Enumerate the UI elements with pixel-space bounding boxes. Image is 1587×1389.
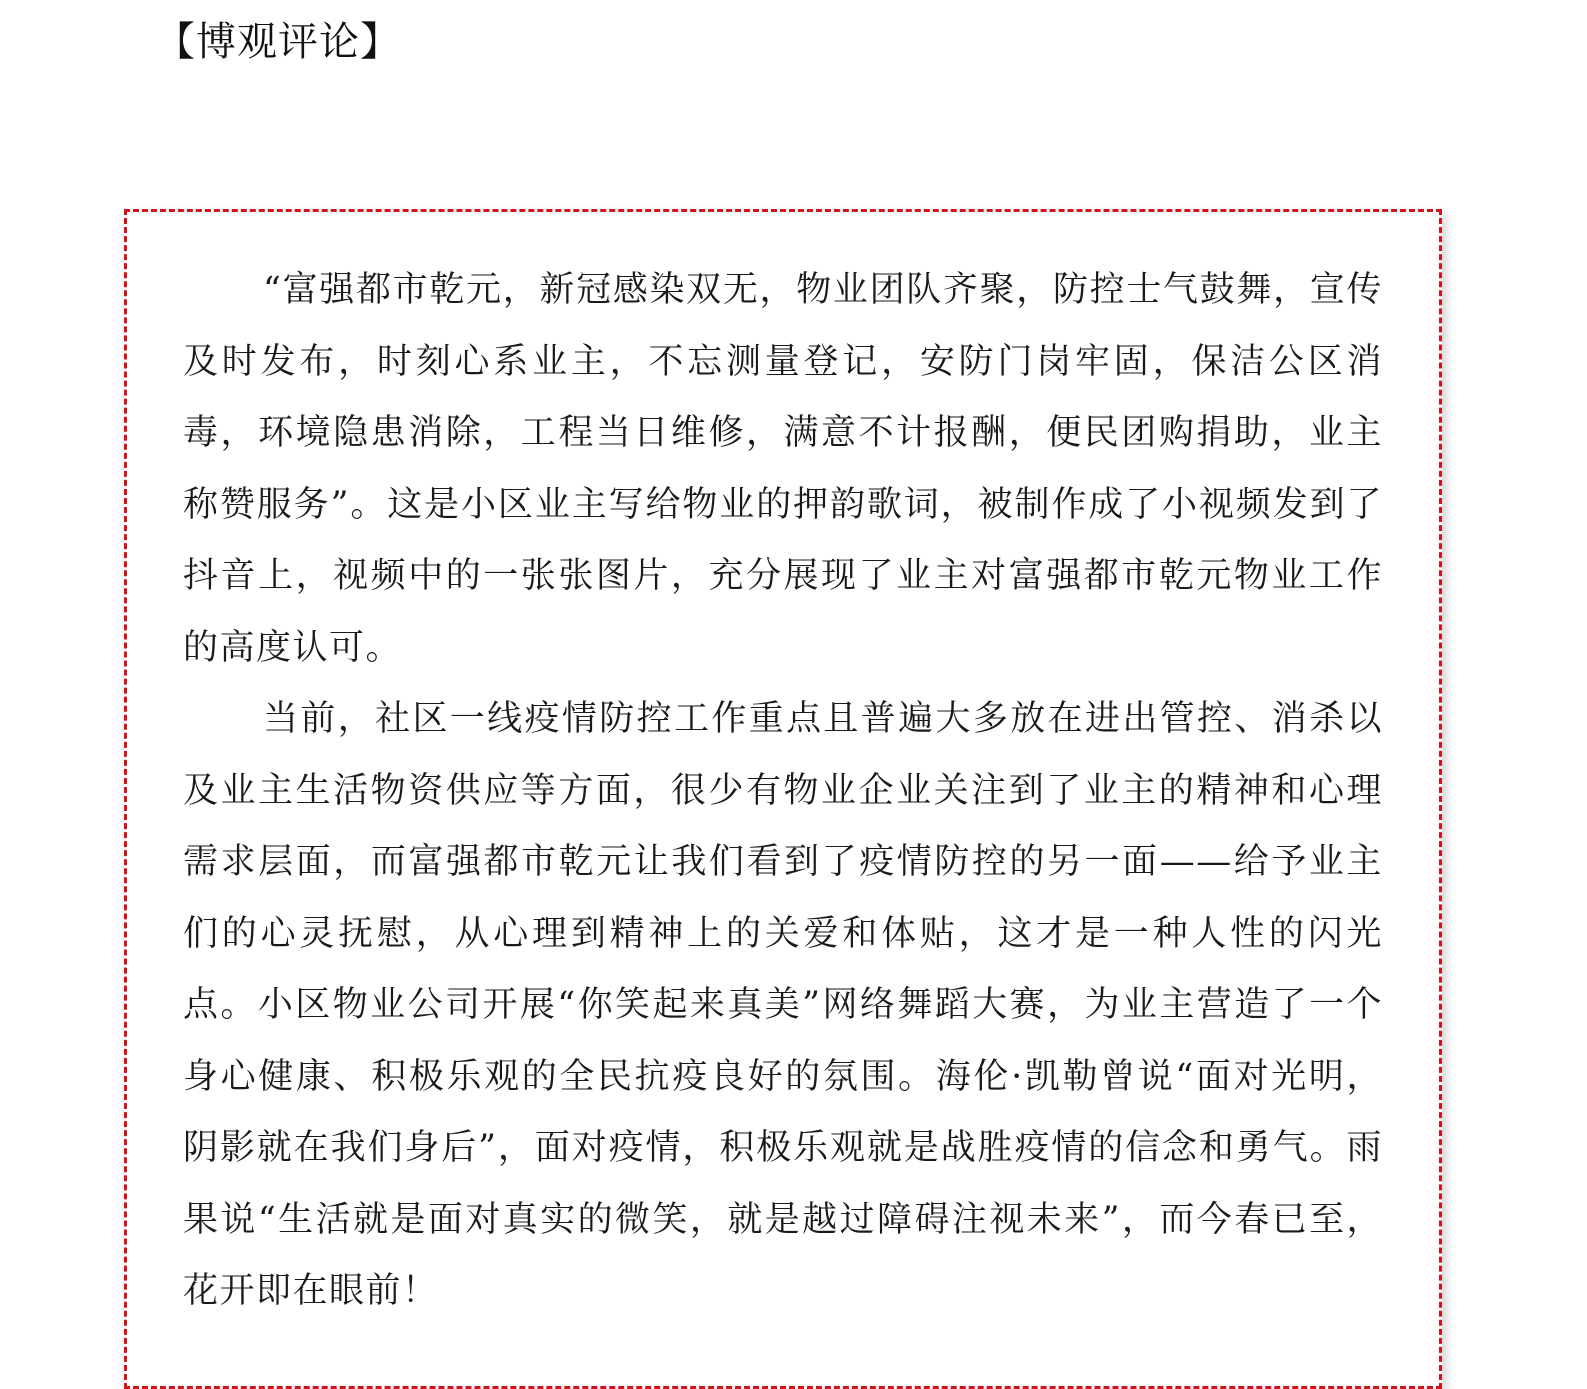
article-frame [124,209,1442,1389]
article-paragraph: “富强都市乾元，新冠感染双无，物业团队齐聚，防控士气鼓舞，宣传及时发布，时刻心系业主，不忘测量登记，安防门岗牢固，保洁公区消毒，环境隐患消除，工程当日维修，满意不计报酬，便民团购捐助，业主称赞服务”。这是小区业主写给物业的押韵歌词，被制作成了小视频发到了抖音上，视频中的一张张图片，充分展现了业主对富强都市乾元物业工作的高度认可。 [183,270,1383,668]
section-title: 【博观评论】 [155,19,401,65]
article-body [183,255,1383,1328]
article-paragraph: 当前，社区一线疫情防控工作重点且普遍大多放在进出管控、消杀以及业主生活物资供应等方面，很少有物业企业关注到了业主的精神和心理需求层面，而富强都市乾元让我们看到了疫情防控的另一面——给予业主们的心灵抚慰，从心理到精神上的关爱和体贴，这才是一种人性的闪光点。小区物业公司开展“你笑起来真美”网络舞蹈大赛，为业主营造了一个身心健康、积极乐观的全民抗疫良好的氛围。海伦·凯勒曾说“面对光明，阴影就在我们身后”，面对疫情，积极乐观就是战胜疫情的信念和勇气。雨果说“生活就是面对真实的微笑，就是越过障碍注视未来”，而今春已至，花开即在眼前！ [183,699,1383,1311]
